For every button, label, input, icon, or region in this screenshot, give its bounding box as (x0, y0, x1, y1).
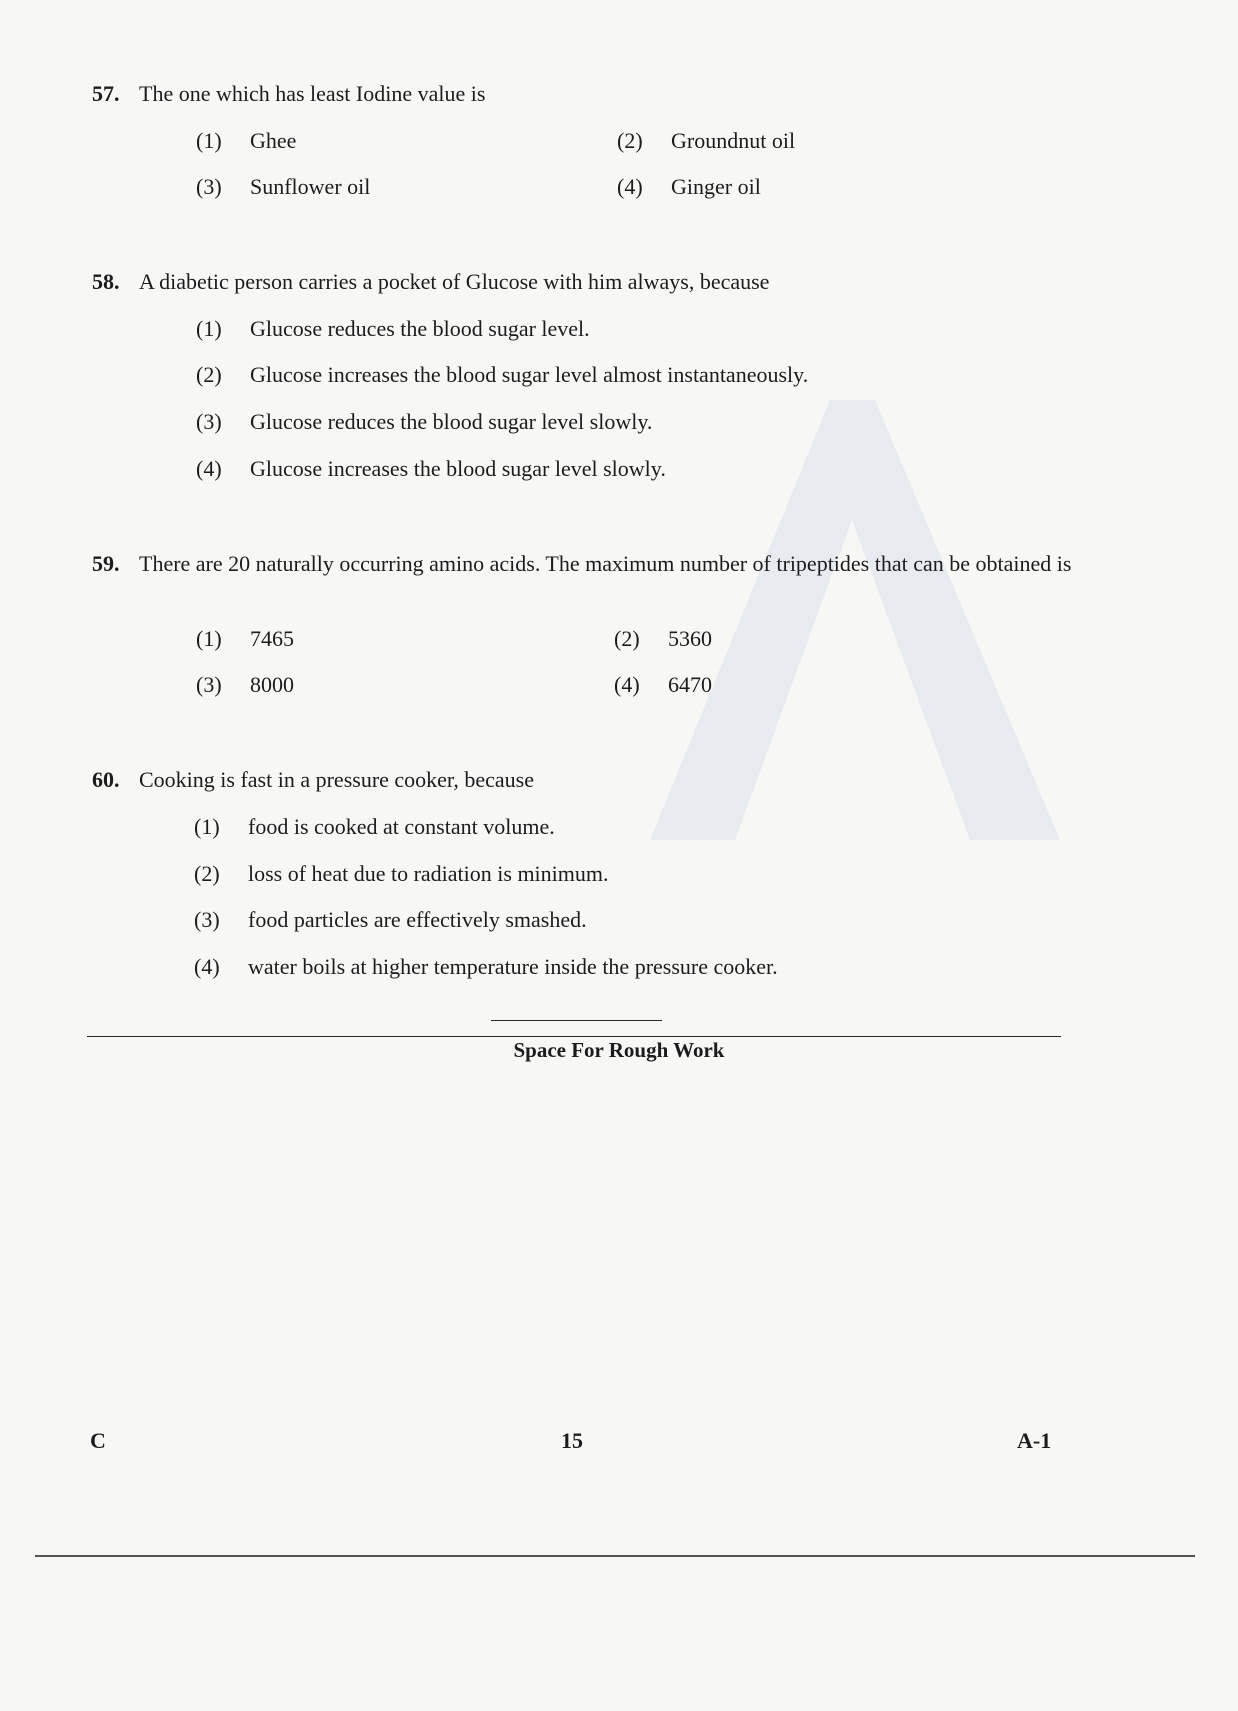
option-text: Glucose increases the blood sugar level slowly. (250, 456, 666, 481)
option-text: 5360 (668, 626, 712, 651)
end-of-questions-rule (491, 1020, 662, 1021)
question-number: 58. (92, 269, 120, 294)
option-number: (3) (194, 907, 220, 932)
option-58-2[interactable] (196, 361, 808, 389)
option-text: Sunflower oil (250, 174, 371, 199)
option-number: (2) (617, 128, 643, 153)
option-number: (2) (194, 861, 220, 886)
option-text: food particles are effectively smashed. (248, 907, 587, 932)
option-58-1[interactable] (196, 315, 590, 343)
option-number: (1) (196, 626, 222, 651)
rough-work-caption: Space For Rough Work (513, 1038, 725, 1062)
option-text: loss of heat due to radiation is minimum. (248, 861, 609, 886)
question-57 (92, 80, 1092, 108)
question-number: 57. (92, 81, 120, 106)
option-57-3[interactable] (196, 173, 370, 201)
option-58-3[interactable] (196, 408, 652, 436)
question-text: The one which has least Iodine value is (139, 81, 486, 106)
footer-page-number: 15 (561, 1428, 583, 1453)
option-number: (3) (196, 174, 222, 199)
option-number: (3) (196, 409, 222, 434)
page-bottom-rule (35, 1555, 1195, 1557)
option-text: food is cooked at constant volume. (248, 814, 555, 839)
option-number: (4) (194, 954, 220, 979)
option-57-2[interactable] (617, 127, 795, 155)
question-text: Cooking is fast in a pressure cooker, because (139, 767, 535, 792)
question-number: 59. (92, 551, 120, 576)
option-number: (1) (196, 128, 222, 153)
option-60-2[interactable] (194, 860, 609, 888)
rough-work-divider (87, 1036, 1061, 1037)
option-60-4[interactable] (194, 953, 778, 981)
option-number: (4) (614, 672, 640, 697)
option-60-1[interactable] (194, 813, 555, 841)
option-57-4[interactable] (617, 173, 761, 201)
question-text: A diabetic person carries a pocket of Glucose with him always, because (139, 269, 770, 294)
question-59 (92, 550, 1092, 578)
option-text: Ginger oil (671, 174, 761, 199)
option-58-4[interactable] (196, 455, 666, 483)
footer-code: A-1 (1017, 1428, 1052, 1453)
question-60 (92, 766, 1092, 794)
option-number: (3) (196, 672, 222, 697)
option-57-1[interactable] (196, 127, 296, 155)
option-text: Ghee (250, 128, 297, 153)
option-text: Glucose reduces the blood sugar level. (250, 316, 590, 341)
footer-series: C (90, 1428, 106, 1453)
option-text: Groundnut oil (671, 128, 796, 153)
option-number: (4) (617, 174, 643, 199)
question-number: 60. (92, 767, 120, 792)
question-58 (92, 268, 1092, 296)
question-text: There are 20 naturally occurring amino acids. The maximum number of tripeptides that can be obtained is (139, 551, 1072, 576)
option-text: Glucose increases the blood sugar level almost instantaneously. (250, 362, 809, 387)
option-text: water boils at higher temperature inside the pressure cooker. (248, 954, 778, 979)
option-60-3[interactable] (194, 906, 587, 934)
option-text: 6470 (668, 672, 712, 697)
option-59-4[interactable] (614, 671, 712, 699)
option-number: (1) (196, 316, 222, 341)
option-59-3[interactable] (196, 671, 294, 699)
option-number: (2) (196, 362, 222, 387)
option-number: (1) (194, 814, 220, 839)
option-number: (4) (196, 456, 222, 481)
option-59-1[interactable] (196, 625, 294, 653)
option-text: Glucose reduces the blood sugar level slowly. (250, 409, 653, 434)
option-text: 8000 (250, 672, 294, 697)
option-text: 7465 (250, 626, 294, 651)
option-number: (2) (614, 626, 640, 651)
option-59-2[interactable] (614, 625, 712, 653)
